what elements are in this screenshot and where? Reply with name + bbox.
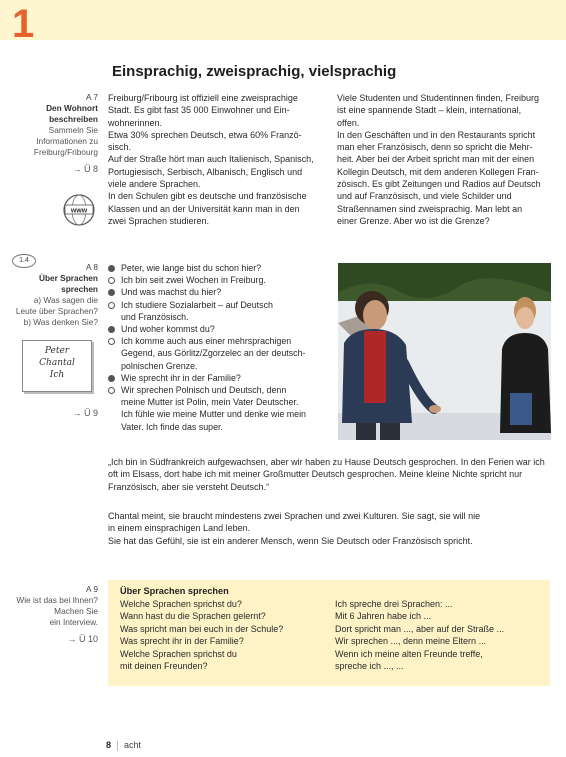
svg-text:www: www	[70, 207, 88, 215]
text-line: in einem einsprachigen Land leben.	[108, 523, 251, 534]
text-line: Kollegin Deutsch, mit dem anderen Kollegen Fran-	[337, 166, 539, 177]
text-line: Gegend, aus Görlitz/Zgorzelec an der deutsch-	[121, 348, 306, 359]
a7-tag: A 7	[86, 92, 98, 102]
a8-exercise-ref: → Ü 9	[72, 408, 98, 418]
open-bullet-icon	[108, 277, 115, 284]
text-line: In den Geschäften und in den Restaurants spricht	[337, 129, 536, 140]
name-peter: Peter	[44, 346, 70, 356]
question-line: mit deinen Freunden?	[120, 661, 208, 672]
open-bullet-icon	[108, 387, 115, 394]
text-line: Wir sprechen Polnisch und Deutsch, denn	[121, 385, 287, 396]
interview-questions	[120, 598, 330, 672]
text-line: Ich fühle wie meine Mutter und denke wie mein	[121, 409, 306, 420]
name-chantal: Chantal	[39, 358, 75, 368]
dialog-list	[108, 262, 330, 433]
answer-line: Dort spricht man ..., aber auf der Straße ...	[335, 623, 505, 634]
text-line: Ich studiere Sozialarbeit – auf Deutsch	[121, 299, 273, 310]
text-line: Etwa 30% sprechen Deutsch, etwa 60% Franzö-	[108, 129, 302, 140]
a8-ref-block	[0, 402, 98, 419]
a7-heading-1: Den Wohnort	[46, 103, 98, 113]
text-line: meine Mutter ist Polin, mein Vater Deutscher.	[121, 397, 299, 408]
text-line: Ich komme auch aus einer mehrsprachigen	[121, 336, 292, 347]
interview-answers	[335, 598, 545, 672]
a7-text-right	[337, 92, 551, 227]
text-line: Portugiesisch, Serbisch, Albanisch, Englisch und	[108, 166, 303, 177]
chapter-number: 1	[12, 2, 35, 46]
text-line: Viele Studenten und Studentinnen finden, Freiburg	[337, 93, 539, 103]
a8-heading-2: sprechen	[61, 284, 98, 294]
dialog-line	[108, 274, 330, 286]
dialog-line	[108, 299, 330, 323]
answer-line: spreche ich ..., ...	[335, 661, 404, 672]
filled-bullet-icon	[108, 265, 115, 272]
text-line: Auf der Straße hört man auch Italienisch, Spanisch,	[108, 154, 314, 165]
a9-margin	[0, 584, 98, 645]
text-line: Straßennamen sind zweisprachig. Man lebt an	[337, 203, 523, 214]
page-word: acht	[124, 740, 142, 750]
text-line: viele andere Sprachen.	[108, 179, 201, 190]
www-globe-icon	[62, 193, 96, 227]
a8-heading-1: Über Sprachen	[38, 273, 98, 283]
a9-exercise-ref: → Ü 10	[67, 634, 98, 644]
question-line: Welche Sprachen sprichst du?	[120, 599, 242, 609]
text-line: wohnerinnen.	[108, 117, 163, 128]
dialog-line	[108, 262, 330, 274]
answer-line: Wenn ich meine alten Freunde treffe,	[335, 648, 483, 659]
page-number: 8	[106, 740, 112, 750]
question-line: Was sprecht ihr in der Familie?	[120, 636, 244, 647]
text-line: zwei Sprachen studieren.	[108, 215, 210, 226]
text-line: Sie hat das Gefühl, sie ist ein anderer Mensch, wenn Sie Deutsch oder Französisch spricht.	[108, 535, 473, 546]
question-line: Was spricht man bei euch in der Schule?	[120, 623, 284, 634]
a7-exercise-ref: → Ü 8	[72, 164, 98, 174]
a8-sub-3: b) Was denken Sie?	[23, 317, 98, 327]
page-title: Einsprachig, zweisprachig, vielsprachig	[112, 63, 397, 80]
text-line: Stadt. Es gibt fast 35 000 Einwohner und Ein-	[108, 105, 290, 116]
filled-bullet-icon	[108, 375, 115, 382]
dialog-line	[108, 323, 330, 335]
a8-sub-2: Leute über Sprachen?	[15, 306, 98, 316]
name-note-card	[22, 340, 92, 392]
text-line: Vater. Ich finde das super.	[121, 421, 223, 432]
text-line: ist eine spannende Stadt – klein, international,	[337, 105, 522, 116]
text-line: Chantal meint, sie braucht mindestens zwei Sprachen und zwei Kulturen. Sie sagt, sie will nie	[108, 511, 481, 521]
text-line: Und woher kommst du?	[121, 324, 215, 335]
a7-heading-2: beschreiben	[49, 114, 98, 124]
dialog-line	[108, 335, 330, 372]
filled-bullet-icon	[108, 326, 115, 333]
a9-sub-1: Wie ist das bei Ihnen?	[16, 595, 98, 605]
chantal-summary	[108, 510, 551, 547]
interview-box	[108, 580, 550, 686]
open-bullet-icon	[108, 302, 115, 309]
text-line: Freiburg/Fribourg ist offiziell eine zweisprachige	[108, 93, 298, 103]
name-ich: Ich	[49, 370, 65, 380]
answer-line: Wir sprechen ..., denn meine Eltern ...	[335, 636, 487, 647]
a7-sub-2: Informationen zu	[36, 136, 98, 146]
text-line: Klassen und an der Universität kann man in den	[108, 203, 300, 214]
a9-tag: A 9	[86, 584, 98, 594]
answer-line: Ich spreche drei Sprachen: ...	[335, 599, 453, 609]
chantal-quote: „Ich bin in Südfrankreich aufgewachsen, aber wir haben zu Hause Deutsch gesprochen. In den Ferien war ich oft im Elsass, dort habe ich mit meiner Großmutter Deutsch gesprochen. Meine kleine Nichte spricht nur Französisch, aber sie versteht Deutsch.“	[108, 457, 545, 492]
text-line: einer Grenze. Aber wo ist die Grenze?	[337, 215, 490, 226]
top-band	[0, 0, 566, 40]
a7-margin	[0, 92, 98, 175]
text-line: heit. Aber bei der Arbeit spricht man mit der einen	[337, 154, 535, 165]
a8-tag: A 8	[86, 262, 98, 272]
a9-sub-2: Machen Sie	[54, 606, 98, 616]
text-line: polnischen Grenze.	[121, 360, 198, 371]
text-line: Und was machst du hier?	[121, 287, 222, 298]
audio-cd-icon[interactable]: 1.4	[12, 254, 36, 268]
question-line: Wann hast du die Sprachen gelernt?	[120, 611, 266, 622]
text-line: Wie sprecht ihr in der Familie?	[121, 372, 241, 383]
dialog-line	[108, 384, 330, 433]
page-footer	[106, 740, 141, 751]
text-line: und Französisch.	[121, 311, 189, 322]
text-line: zösisch. Es gibt Zeitungen und Radios auf Deutsch	[337, 179, 541, 190]
a7-text-left	[108, 92, 330, 227]
answer-line: Mit 6 Jahren habe ich ...	[335, 611, 432, 622]
text-line: In den Schulen gibt es deutsche und französische	[108, 191, 307, 202]
text-line: Ich bin seit zwei Wochen in Freiburg.	[121, 275, 266, 286]
text-line: offen.	[337, 117, 360, 128]
question-line: Welche Sprachen sprichst du	[120, 648, 237, 659]
dialog-line	[108, 372, 330, 384]
a8-margin	[0, 262, 98, 328]
a9-sub-3: ein Interview.	[49, 617, 98, 627]
filled-bullet-icon	[108, 289, 115, 296]
footer-divider	[117, 741, 118, 751]
open-bullet-icon	[108, 338, 115, 345]
a7-sub-1: Sammeln Sie	[48, 125, 98, 135]
text-line: Peter, wie lange bist du schon hier?	[121, 263, 262, 273]
interview-box-title: Über Sprachen sprechen	[120, 586, 229, 596]
text-line: sisch.	[108, 142, 132, 153]
dialog-line	[108, 286, 330, 298]
text-line: und auf Französisch, und viele Schilder und	[337, 191, 512, 202]
a7-sub-3: Freiburg/Fribourg	[33, 147, 98, 157]
text-line: man eher Französisch, denn so spricht die Mehr-	[337, 142, 533, 153]
photo-two-students	[338, 263, 551, 440]
a8-sub-1: a) Was sagen die	[33, 295, 98, 305]
